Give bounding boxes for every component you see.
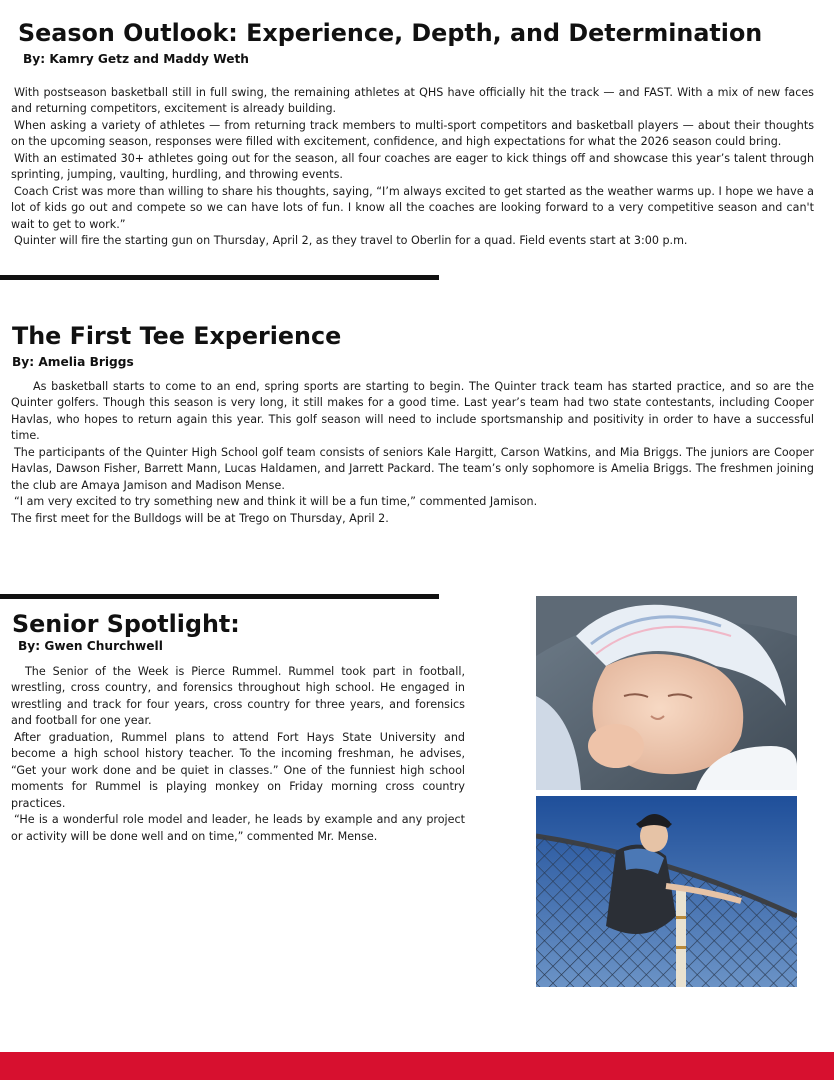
section-divider xyxy=(0,275,439,280)
first-tee-title: The First Tee Experience xyxy=(12,322,342,350)
first-tee-body xyxy=(11,379,814,527)
first-tee-byline: By: Amelia Briggs xyxy=(12,355,134,369)
senior-spotlight-body xyxy=(11,664,465,845)
paragraph: “He is a wonderful role model and leader, he leads by example and any project or activity will be done well and on time,” commented Mr. Mense. xyxy=(11,813,465,843)
paragraph: With postseason basketball still in full swing, the remaining athletes at QHS have officially hit the track — and FAST. With a mix of new faces and returning competitors, excitement is already building. xyxy=(11,86,814,116)
paragraph: When asking a variety of athletes — from returning track members to multi-sport competitors and basketball players — about their thoughts on the upcoming season, responses were filled with excitement, confidence, and high expectations for what the 2026 season could bring. xyxy=(11,118,814,149)
senior-fence-photo xyxy=(536,796,797,987)
paragraph: As basketball starts to come to an end, spring sports are starting to begin. The Quinter track team has started practice, and so are the Quinter golfers. Though this season is very long, it still makes for a good time. Last year’s team had two state contestants, including Cooper Havlas, who hopes to return again this year. This golf season will need to include sportsmanship and positivity in order to have a successful time. xyxy=(11,380,814,443)
section-divider xyxy=(0,594,439,599)
paragraph: “I am very excited to try something new and think it will be a fun time,” commented Jamison. xyxy=(14,495,538,509)
paragraph: The participants of the Quinter High School golf team consists of seniors Kale Hargitt, Carson Watkins, and Mia Briggs. The juniors are Cooper Havlas, Dawson Fisher, Barrett Mann, Lucas Haldamen, and Jarrett Packard. The team’s only sophomore is Amelia Briggs. The freshmen joining the club are Amaya Jamison and Madison Mense. xyxy=(11,445,814,492)
paragraph: The first meet for the Bulldogs will be at Trego on Thursday, April 2. xyxy=(11,511,389,525)
paragraph: With an estimated 30+ athletes going out for the season, all four coaches are eager to kick things off and showcase this year’s talent through sprinting, jumping, vaulting, hurdling, and throwing events. xyxy=(11,151,814,182)
paragraph: After graduation, Rummel plans to attend Fort Hays State University and become a high school history teacher. To the incoming freshman, he advises, “Get your work done and be quiet in classes.” One of the funniest high school moments for Rummel is playing monkey on Friday morning cross country practices. xyxy=(11,730,465,810)
season-outlook-byline: By: Kamry Getz and Maddy Weth xyxy=(23,52,249,66)
senior-spotlight-byline: By: Gwen Churchwell xyxy=(18,639,163,653)
season-outlook-title: Season Outlook: Experience, Depth, and Determination xyxy=(18,19,763,47)
senior-baby-photo xyxy=(536,596,797,790)
paragraph: Quinter will fire the starting gun on Thursday, April 2, as they travel to Oberlin for a quad. Field events start at 3:00 p.m. xyxy=(14,234,688,248)
paragraph: The Senior of the Week is Pierce Rummel. Rummel took part in football, wrestling, cross country, and forensics throughout high school. He engaged in wrestling and track for four years, cross country for three years, and forensics and football for one year. xyxy=(11,665,465,728)
footer-accent-bar xyxy=(0,1052,834,1080)
senior-spotlight-title: Senior Spotlight: xyxy=(12,610,240,638)
paragraph: Coach Crist was more than willing to share his thoughts, saying, “I’m always excited to get started as the weather warms up. I hope we have a lot of kids go out and compete so we can have lots of fun. I know all the coaches are looking forward to a very competitive season and can't wait to get to work.” xyxy=(11,184,814,231)
season-outlook-body xyxy=(11,85,814,250)
